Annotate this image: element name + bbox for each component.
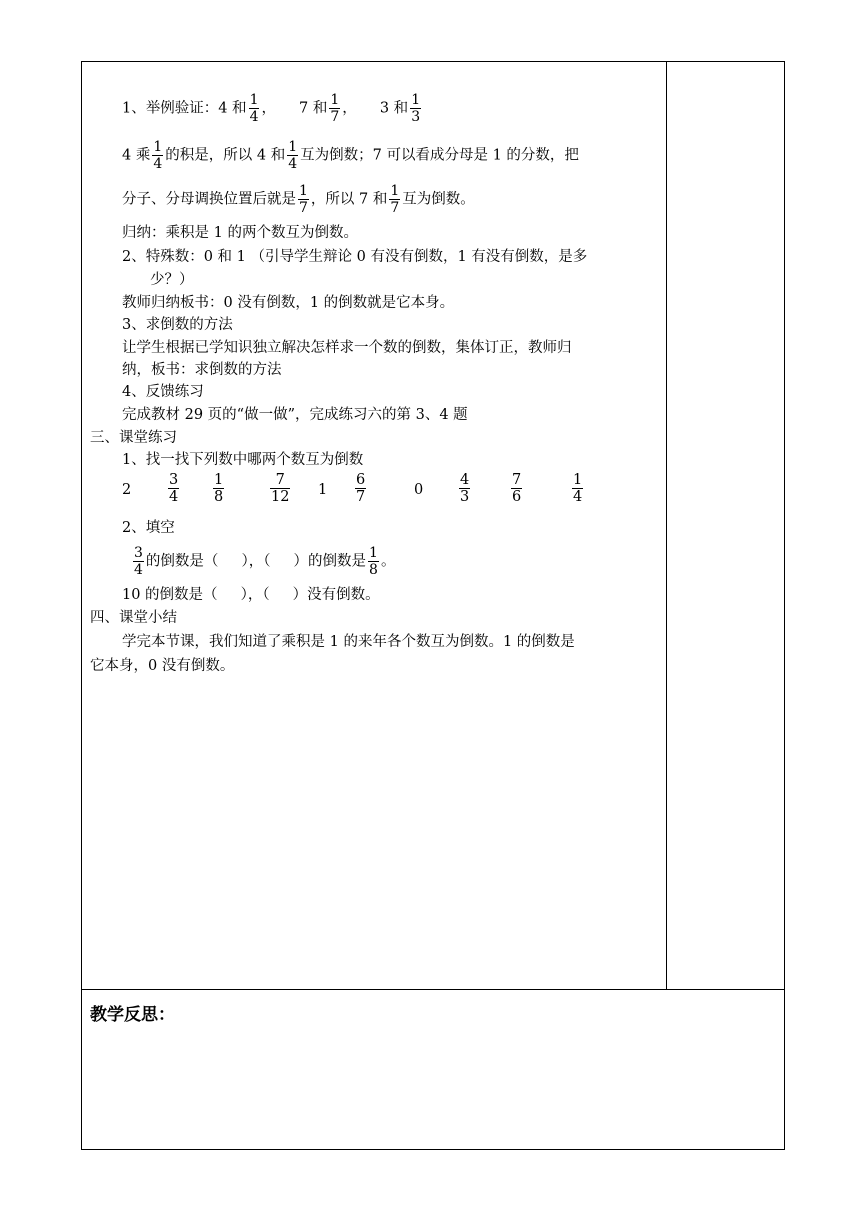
fill-blank-line-2: 10 的倒数是（ ），（ ）没有倒数。 [122, 587, 380, 603]
board-line: 教师归纳板书：0 没有倒数，1 的倒数就是它本身。 [122, 295, 455, 311]
fraction: $\frac{1}{7}$ [390, 183, 400, 216]
fraction: $\frac{1}{3}$ [411, 92, 421, 125]
section-heading-summary: 四、课堂小结 [90, 610, 177, 626]
fraction: 6 7 [356, 472, 366, 505]
fraction: 1 8 [214, 472, 224, 505]
fraction: 7 12 [271, 472, 290, 505]
number: 1 [318, 482, 328, 498]
feedback-heading: 4、反馈练习 [122, 384, 204, 400]
example-line: 1、举例验证：4 和 $\frac{1}{4}$ ， 7 和 $\frac{1}{7}$ ， 3 和 $\frac{1}{3}$ [122, 92, 421, 125]
fraction: 1 4 [573, 472, 583, 505]
method-line-cont: 纳，板书：求倒数的方法 [122, 362, 282, 378]
row-divider [81, 989, 784, 990]
reflection-label: 教学反思： [90, 1005, 175, 1025]
fraction: $\frac{1}{7}$ [299, 183, 308, 216]
summary-line: 归纳：乘积是 1 的两个数互为倒数。 [122, 225, 358, 241]
fraction: $\frac{1}{4}$ [288, 139, 298, 172]
number: 2 [122, 482, 132, 498]
exercise-heading: 1、找一找下列数中哪两个数互为倒数 [122, 452, 364, 468]
feedback-line: 完成教材 29 页的“做一做”，完成练习六的第 3、4 题 [122, 407, 468, 423]
summary-text: 学完本节课，我们知道了乘积是 1 的来年各个数互为倒数。1 的倒数是 [122, 634, 575, 650]
section-heading-practice: 三、课堂练习 [90, 430, 177, 446]
fraction: $\frac{1}{4}$ [249, 92, 259, 125]
fill-blank-line: $\frac{3}{4}$ 的倒数是（ ），（ ）的倒数是 $\frac{1}{8}$ 。 [134, 545, 396, 578]
fraction: 3 4 [169, 472, 179, 505]
special-numbers-line: 2、特殊数：0 和 1 （引导学生辩论 0 有没有倒数，1 有没有倒数，是多 [122, 249, 588, 265]
fraction: 4 3 [460, 472, 470, 505]
fraction: $\frac{1}{8}$ [369, 545, 378, 578]
explanation-line: 4 乘 $\frac{1}{4}$ 的积是，所以 4 和 $\frac{1}{4}$ 互为倒数；7 可以看成分母是 1 的分数，把 [122, 139, 579, 172]
summary-text-cont: 它本身，0 没有倒数。 [90, 658, 235, 674]
fraction: $\frac{1}{4}$ [153, 139, 163, 172]
fill-blank-heading: 2、填空 [122, 520, 175, 536]
explanation-line: 分子、分母调换位置后就是 $\frac{1}{7}$ ，所以 7 和 $\frac{1}{7}$ 互为倒数。 [122, 183, 475, 216]
column-divider [666, 61, 667, 989]
method-heading: 3、求倒数的方法 [122, 317, 233, 333]
fraction: $\frac{1}{7}$ [330, 92, 340, 125]
method-line: 让学生根据已学知识独立解决怎样求一个数的倒数，集体订正，教师归 [122, 340, 572, 356]
number: 0 [414, 482, 424, 498]
special-numbers-line-cont: 少？） [150, 272, 194, 288]
fraction: $\frac{3}{4}$ [134, 545, 143, 578]
fraction: 7 6 [512, 472, 522, 505]
